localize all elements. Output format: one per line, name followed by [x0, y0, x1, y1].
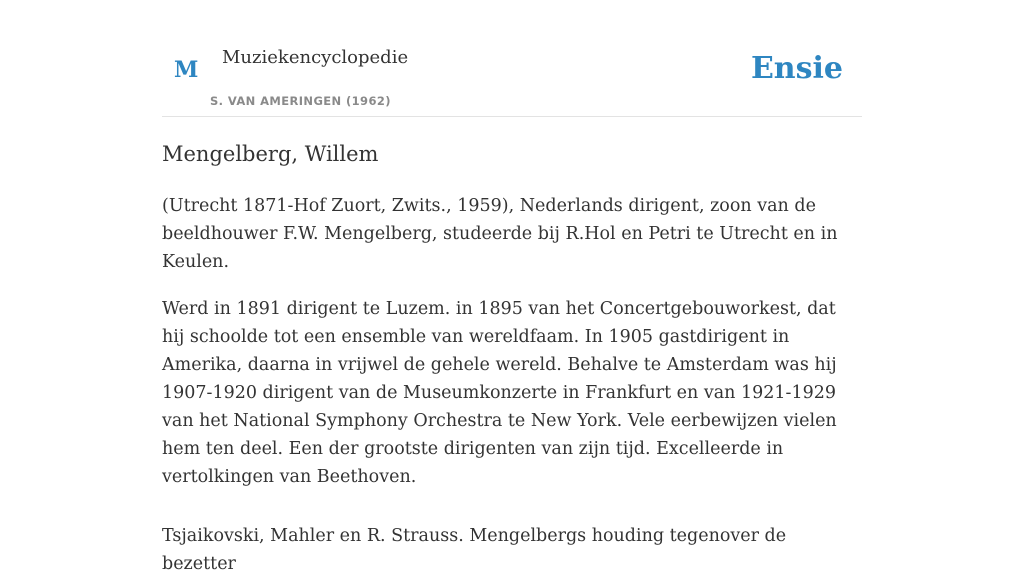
ensie-logo[interactable]: Ensie — [750, 51, 843, 86]
book-author: S. VAN AMERINGEN (1962) — [210, 94, 391, 108]
book-title-link[interactable]: Muziekencyclopedie — [222, 47, 409, 68]
article-paragraph: (Utrecht 1871-Hof Zuort, Zwits., 1959), Nederlands dirigent, zoon van de beeldhouwer F.W. Mengelberg, studeerde bij R.Hol en Petri te Utrecht en in Keulen. — [162, 196, 838, 272]
page-header — [162, 0, 862, 117]
article-paragraph: Tsjaikovski, Mahler en R. Strauss. Mengelbergs houding tegenover de bezetter — [162, 526, 787, 574]
book-logo[interactable]: M — [174, 57, 199, 83]
article — [162, 138, 862, 578]
article-paragraph: Werd in 1891 dirigent te Luzem. in 1895 van het Concertgebouworkest, dat hij schoolde tot een ensemble van wereldfaam. In 1905 gastdirigent in Amerika, daarna in vrijwel de gehele wereld. Behalve te Amsterdam was hij 1907-1920 dirigent van de Museumkonzerte in Frankfurt en van 1921-1929 van het National Symphony Orchestra te New York. Vele eerbewijzen vielen hem ten deel. Een der grootste dirigenten van zijn tijd. Excelleerde in vertolkingen van Beethoven. — [162, 299, 837, 487]
article-title: Mengelberg, Willem — [162, 142, 379, 166]
